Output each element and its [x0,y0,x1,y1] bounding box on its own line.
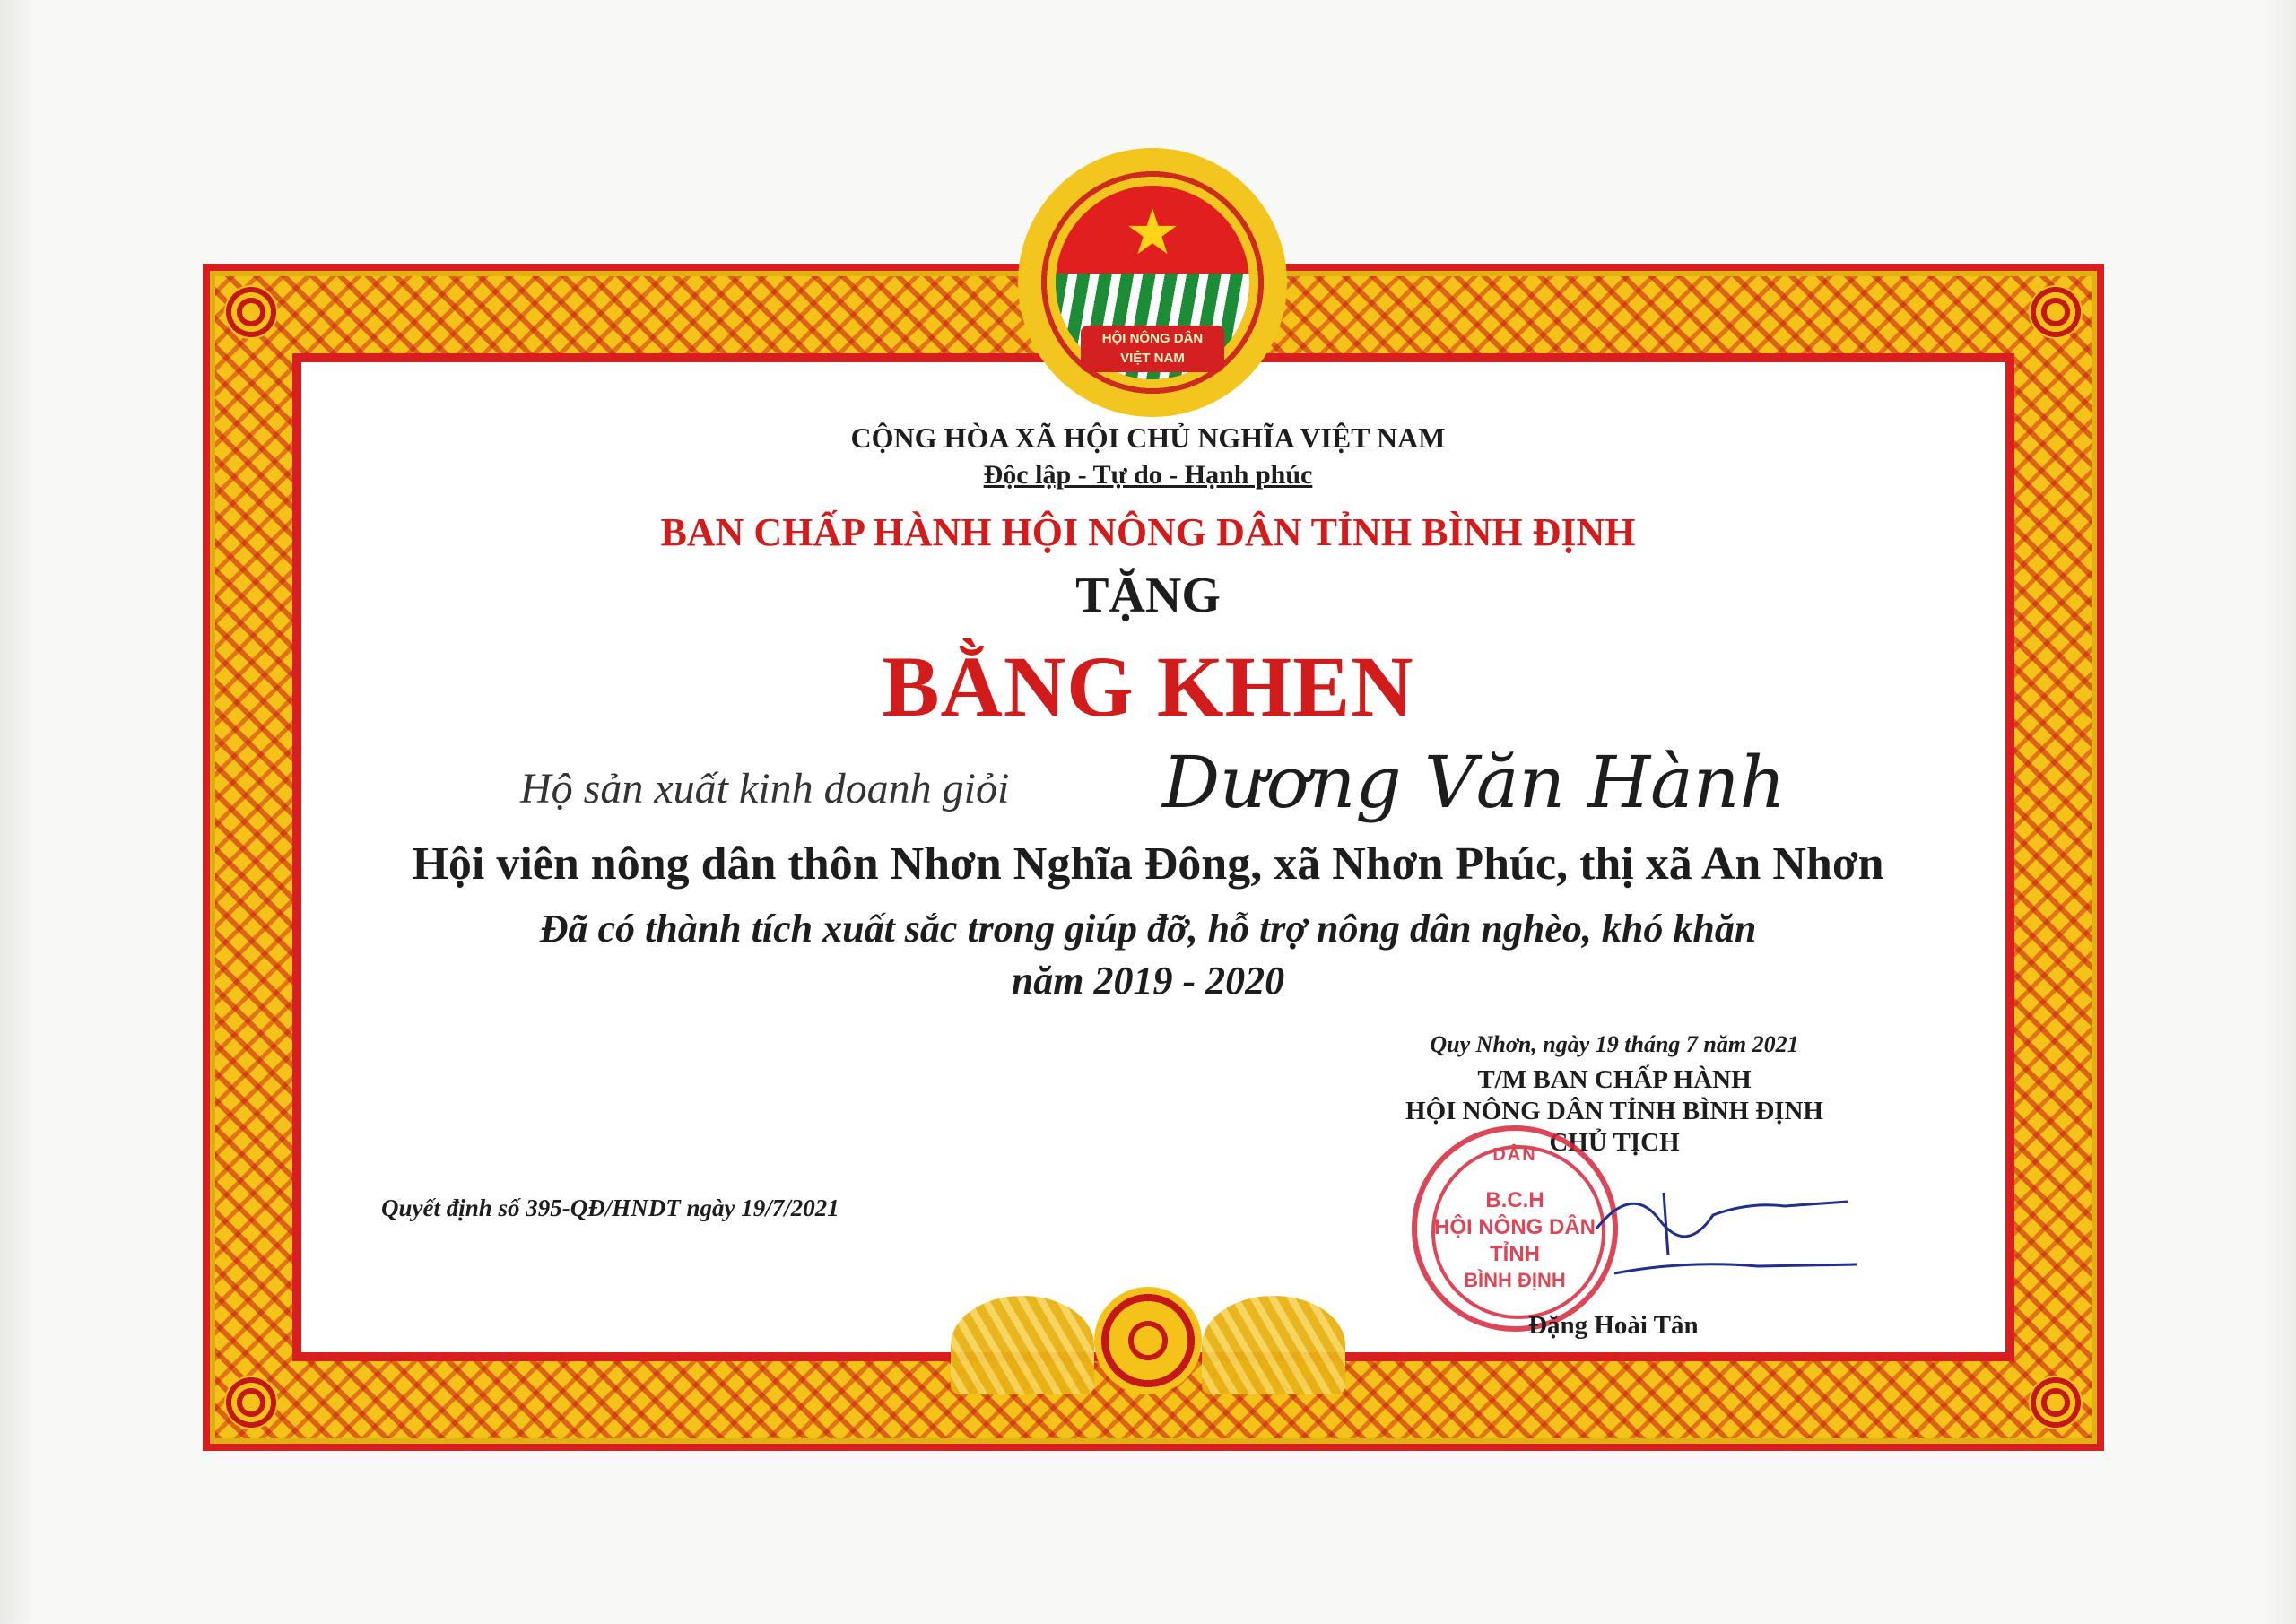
award-category: Hộ sản xuất kinh doanh giỏi [520,765,1010,812]
handwritten-signature [1578,1166,1866,1291]
member-description: Hội viên nông dân thôn Nhơn Nghĩa Đông, xã Nhơn Phúc, thị xã An Nhơn [412,838,1884,890]
certificate-title: BẰNG KHEN [882,638,1414,734]
farmers-union-emblem [1018,148,1287,417]
wheat-right-icon [1202,1296,1345,1394]
wheat-left-icon [951,1296,1094,1394]
place-date: Quy Nhơn, ngày 19 tháng 7 năm 2021 [1430,1031,1799,1057]
signature-block [1363,1031,1866,1158]
issuing-organization: BAN CHẤP HÀNH HỘI NÔNG DÂN TỈNH BÌNH ĐỊNH [660,510,1636,554]
corner-rosette-icon [224,285,278,339]
emblem-ribbon-line2: VIỆT NAM [1120,351,1185,366]
award-verb: TẶNG [1075,568,1221,623]
corner-rosette-icon [224,1376,278,1429]
national-motto: Độc lập - Tự do - Hạnh phúc [983,460,1313,490]
on-behalf-line: T/M BAN CHẤP HÀNH [1477,1065,1752,1094]
signer-name: Đặng Hoài Tân [1528,1311,1699,1340]
seal-line-4: BÌNH ĐỊNH [1464,1269,1566,1291]
seal-line-3: TỈNH [1490,1242,1540,1266]
award-year: năm 2019 - 2020 [1011,959,1285,1003]
star-icon: ★ [1124,199,1181,268]
seal-line-2: HỘI NÔNG DÂN [1434,1215,1596,1239]
seal-arc-text: DÂN [1492,1145,1537,1165]
org-name-line: HỘI NÔNG DÂN TỈNH BÌNH ĐỊNH [1405,1097,1823,1125]
emblem-ribbon [1081,326,1224,372]
country-name: CỘNG HÒA XÃ HỘI CHỦ NGHĨA VIỆT NAM [850,421,1446,454]
corner-rosette-icon [2029,1376,2083,1429]
gear-wheel-icon [1094,1287,1202,1394]
corner-rosette-icon [2029,285,2083,339]
recipient-name: Dương Văn Hành [1162,741,1786,824]
position-line: CHỦ TỊCH [1549,1128,1680,1157]
bottom-ornament [951,1278,1345,1421]
emblem-ribbon-line1: HỘI NÔNG DÂN [1101,331,1204,346]
seal-line-1: B.C.H [1485,1188,1544,1212]
decision-number: Quyết định số 395-QĐ/HNDT ngày 19/7/2021 [381,1194,839,1221]
achievement-text: Đã có thành tích xuất sắc trong giúp đỡ, hỗ trợ nông dân nghèo, khó khăn [539,907,1757,951]
